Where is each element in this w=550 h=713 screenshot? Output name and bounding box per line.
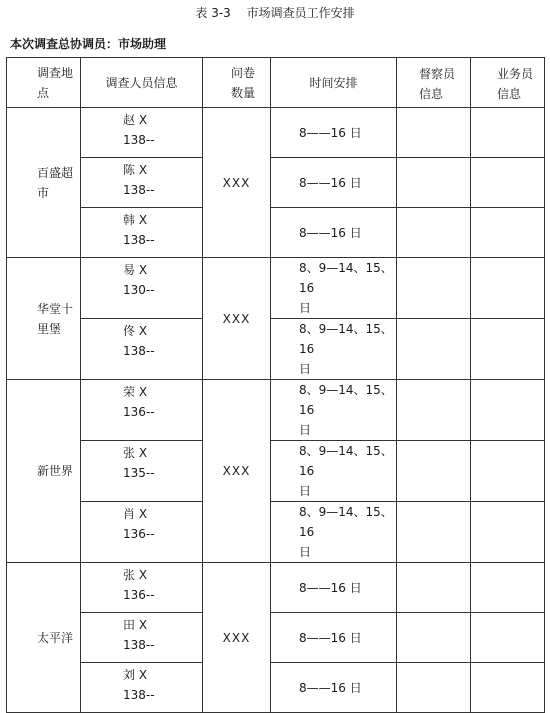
table-row	[7, 208, 545, 258]
supervisor-cell	[397, 613, 471, 663]
supervisor-cell	[397, 319, 471, 380]
time-cell: 8、9—14、15、16 日	[271, 380, 397, 441]
questionnaire-qty-cell: XXX	[203, 563, 271, 713]
person-cell	[81, 258, 203, 319]
business-cell	[471, 663, 545, 713]
person-phone: 138--	[123, 344, 155, 358]
person-name: 韩 X	[123, 213, 148, 227]
person-cell	[81, 663, 203, 713]
person-name: 肖 X	[123, 507, 148, 521]
person-cell	[81, 108, 203, 158]
table-caption: 表 3-3 市场调查员工作安排	[195, 6, 355, 20]
questionnaire-qty-cell: XXX	[203, 108, 271, 258]
person-phone: 136--	[123, 588, 155, 602]
site-cell: 新世界	[7, 380, 81, 563]
person-name: 荣 X	[123, 385, 148, 399]
table-row	[7, 663, 545, 713]
table-row	[7, 158, 545, 208]
person-phone: 130--	[123, 283, 155, 297]
person-cell	[81, 319, 203, 380]
person-name: 易 X	[123, 263, 148, 277]
time-cell: 8——16 日	[271, 663, 397, 713]
time-cell: 8、9—14、15、16 日	[271, 441, 397, 502]
person-phone: 138--	[123, 233, 155, 247]
business-cell	[471, 613, 545, 663]
table-row	[7, 258, 545, 319]
business-cell	[471, 563, 545, 613]
time-cell: 8、9—14、15、16 日	[271, 319, 397, 380]
person-phone: 136--	[123, 527, 155, 541]
time-cell: 8、9—14、15、16 日	[271, 502, 397, 563]
person-cell	[81, 613, 203, 663]
time-cell: 8——16 日	[271, 108, 397, 158]
person-phone: 138--	[123, 183, 155, 197]
business-cell	[471, 108, 545, 158]
supervisor-cell	[397, 441, 471, 502]
time-cell: 8——16 日	[271, 158, 397, 208]
person-cell	[81, 441, 203, 502]
supervisor-cell	[397, 258, 471, 319]
table-row	[7, 380, 545, 441]
header-site: 调查地 点	[7, 58, 81, 108]
person-name: 田 X	[123, 618, 148, 632]
person-cell	[81, 158, 203, 208]
business-cell	[471, 319, 545, 380]
person-name: 张 X	[123, 446, 148, 460]
person-name: 佟 X	[123, 324, 148, 338]
person-phone: 138--	[123, 133, 155, 147]
person-phone: 138--	[123, 638, 155, 652]
person-cell	[81, 563, 203, 613]
coordinator-line: 本次调查总协调员：市场助理	[10, 37, 167, 51]
questionnaire-qty-cell: XXX	[203, 258, 271, 380]
site-cell: 太平洋	[7, 563, 81, 713]
person-name: 刘 X	[123, 668, 148, 682]
header-time: 时间安排	[271, 58, 397, 108]
schedule-table	[6, 57, 545, 713]
supervisor-cell	[397, 158, 471, 208]
person-cell	[81, 502, 203, 563]
header-person: 调查人员信息	[81, 58, 203, 108]
person-phone: 135--	[123, 466, 155, 480]
person-name: 张 X	[123, 568, 148, 582]
business-cell	[471, 502, 545, 563]
business-cell	[471, 208, 545, 258]
person-cell	[81, 380, 203, 441]
header-business: 业务员 信息	[471, 58, 545, 108]
person-cell	[81, 208, 203, 258]
person-name: 赵 X	[123, 113, 148, 127]
time-cell: 8——16 日	[271, 208, 397, 258]
supervisor-cell	[397, 380, 471, 441]
supervisor-cell	[397, 208, 471, 258]
supervisor-cell	[397, 663, 471, 713]
supervisor-cell	[397, 563, 471, 613]
time-cell: 8——16 日	[271, 613, 397, 663]
business-cell	[471, 380, 545, 441]
table-row	[7, 108, 545, 158]
person-name: 陈 X	[123, 163, 148, 177]
business-cell	[471, 441, 545, 502]
person-phone: 136--	[123, 405, 155, 419]
header-row	[7, 58, 545, 108]
questionnaire-qty-cell: XXX	[203, 380, 271, 563]
header-questionnaire: 问卷 数量	[203, 58, 271, 108]
supervisor-cell	[397, 502, 471, 563]
table-row	[7, 502, 545, 563]
person-phone: 138--	[123, 688, 155, 702]
table-body	[7, 108, 545, 713]
time-cell: 8、9—14、15、16 日	[271, 258, 397, 319]
site-cell: 百盛超 市	[7, 108, 81, 258]
table-row	[7, 441, 545, 502]
header-supervisor: 督察员 信息	[397, 58, 471, 108]
table-row	[7, 613, 545, 663]
table-row	[7, 319, 545, 380]
site-cell: 华堂十 里堡	[7, 258, 81, 380]
time-cell: 8——16 日	[271, 563, 397, 613]
table-row	[7, 563, 545, 613]
business-cell	[471, 258, 545, 319]
business-cell	[471, 158, 545, 208]
supervisor-cell	[397, 108, 471, 158]
